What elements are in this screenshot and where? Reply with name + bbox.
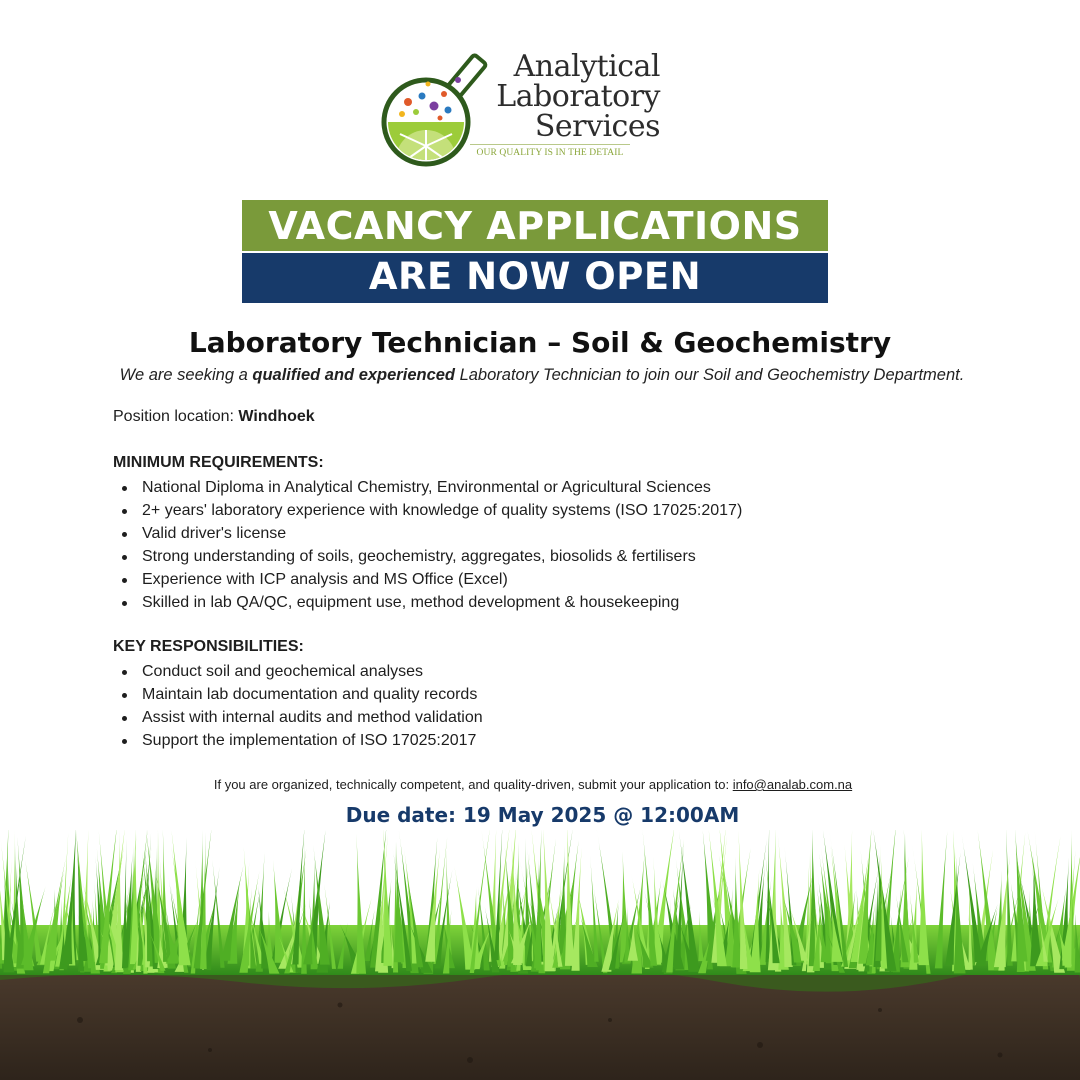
company-logo [378, 50, 678, 170]
job-title: Laboratory Technician – Soil & Geochemistry [188, 326, 892, 359]
email-link[interactable]: info@analab.com.na [732, 777, 853, 792]
position-location: Position location: Windhoek [113, 408, 315, 425]
list-item: Support the implementation of ISO 17025:2017 [113, 729, 993, 752]
logo-wordmark: Analytical Laboratory Services [496, 49, 660, 144]
vacancy-banner [242, 200, 828, 303]
list-item: Assist with internal audits and method validation [113, 706, 993, 729]
list-item: Strong understanding of soils, geochemistry, aggregates, biosolids & fertilisers [113, 545, 993, 568]
responsibilities-heading: KEY RESPONSIBILITIES: [113, 638, 304, 655]
requirements-list [113, 476, 993, 614]
job-intro: We are seeking a qualified and experienced Laboratory Technician to join our Soil and Geochemistry Department. [119, 366, 965, 384]
due-date: Due date: 19 May 2025 @ 12:00AM [345, 803, 740, 827]
logo-divider [470, 144, 630, 145]
list-item: Conduct soil and geochemical analyses [113, 660, 993, 683]
job-details [113, 408, 993, 752]
requirements-heading: MINIMUM REQUIREMENTS: [113, 454, 324, 471]
list-item: National Diploma in Analytical Chemistry, Environmental or Agricultural Sciences [113, 476, 993, 499]
list-item: Valid driver's license [113, 522, 993, 545]
list-item: Skilled in lab QA/QC, equipment use, method development & housekeeping [113, 591, 993, 614]
banner-line-1: VACANCY APPLICATIONS [242, 200, 828, 251]
logo-tagline: OUR QUALITY IS IN THE DETAIL [476, 148, 624, 158]
list-item: Experience with ICP analysis and MS Office (Excel) [113, 568, 993, 591]
banner-line-2: ARE NOW OPEN [242, 253, 828, 303]
list-item: Maintain lab documentation and quality records [113, 683, 993, 706]
grass-soil-image [0, 830, 1080, 1080]
list-item: 2+ years' laboratory experience with knowledge of quality systems (ISO 17025:2017) [113, 499, 993, 522]
application-instructions: If you are organized, technically competent, and quality-driven, submit your application to: info@analab.com.na [213, 777, 853, 792]
responsibilities-list [113, 660, 993, 752]
